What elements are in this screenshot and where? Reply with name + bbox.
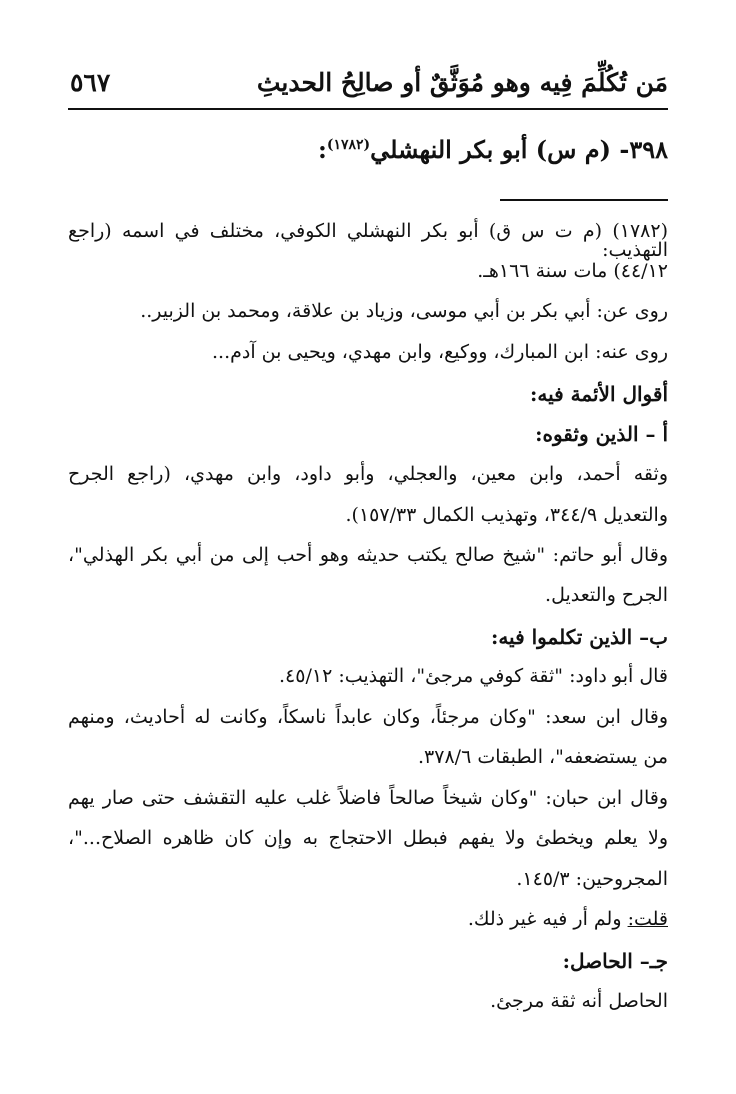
footnote-line-1: (١٧٨٢) (م ت س ق) أبو بكر النهشلي الكوفي، مختلف في اسمه (راجع التهذيب:: [68, 220, 668, 261]
footnote-reference: (١٧٨٢): [326, 137, 371, 153]
running-header-title: مَن تُكُلِّمَ فِيه وهو مُوَثَّقٌ أو صالِحُ الحديثِ: [256, 68, 668, 97]
paragraph-line: وقال ابن حبان: "وكان شيخاً صالحاً فاضلاً غلب عليه التقشف حتى صار يهم: [68, 787, 668, 809]
paragraph-qultu: [468, 910, 668, 929]
paragraph-line: من يستضعفه"، الطبقات ٣٧٨/٦.: [418, 746, 668, 768]
section-heading-trusted: أ – الذين وثقوه:: [535, 422, 668, 446]
footnote-line-4: روى عنه: ابن المبارك، ووكيع، وابن مهدي، ويحيى بن آدم...: [212, 341, 668, 363]
footnote-line-2: ٤٤/١٢) مات سنة ١٦٦هـ.: [477, 260, 668, 282]
paragraph-line: المجروحين: ١٤٥/٣.: [516, 868, 668, 890]
section-heading-criticized: ب– الذين تكلموا فيه:: [490, 625, 668, 649]
header-rule: [68, 108, 668, 110]
section-heading-conclusion: جـ– الحاصل:: [562, 949, 668, 973]
paragraph-line: ولا يعلم ويخطئ ولا يفهم فبطل الاحتجاج به وإن كان ظاهره الصلاح..."،: [68, 827, 668, 849]
paragraph-line: وثقه أحمد، وابن معين، والعجلي، وأبو داود، وابن مهدي، (راجع الجرح: [68, 463, 668, 485]
entry-heading: [318, 135, 668, 164]
paragraph-line: وقال أبو حاتم: "شيخ صالح يكتب حديثه وهو أحب إلى من أبي بكر الهذلي"،: [68, 544, 668, 566]
footnote-separator: [500, 199, 668, 201]
paragraph-line: والتعديل ٣٤٤/٩، وتهذيب الكمال ١٥٧/٣٣).: [345, 504, 668, 526]
entry-heading-colon: :: [317, 135, 327, 164]
page-number: ٥٦٧: [70, 68, 111, 97]
paragraph-line: الجرح والتعديل.: [545, 584, 668, 606]
paragraph-line: الحاصل أنه ثقة مرجئ.: [490, 990, 668, 1012]
footnote-line-3: روى عن: أبي بكر بن أبي موسى، وزياد بن علاقة، ومحمد بن الزبير..: [140, 300, 668, 322]
paragraph-line: قال أبو داود: "ثقة كوفي مرجئ"، التهذيب: ٤٥/١٢.: [279, 665, 668, 687]
qultu-text: ولم أر فيه غير ذلك.: [467, 908, 628, 930]
paragraph-line: وقال ابن سعد: "وكان مرجئاً، وكان عابداً ناسكاً، وكانت له أحاديث، ومنهم: [68, 706, 668, 728]
qultu-label: قلت:: [627, 908, 668, 930]
section-heading-opinions: أقوال الأئمة فيه:: [530, 382, 668, 406]
entry-heading-text: ٣٩٨- (م س) أبو بكر النهشلي: [370, 135, 668, 164]
